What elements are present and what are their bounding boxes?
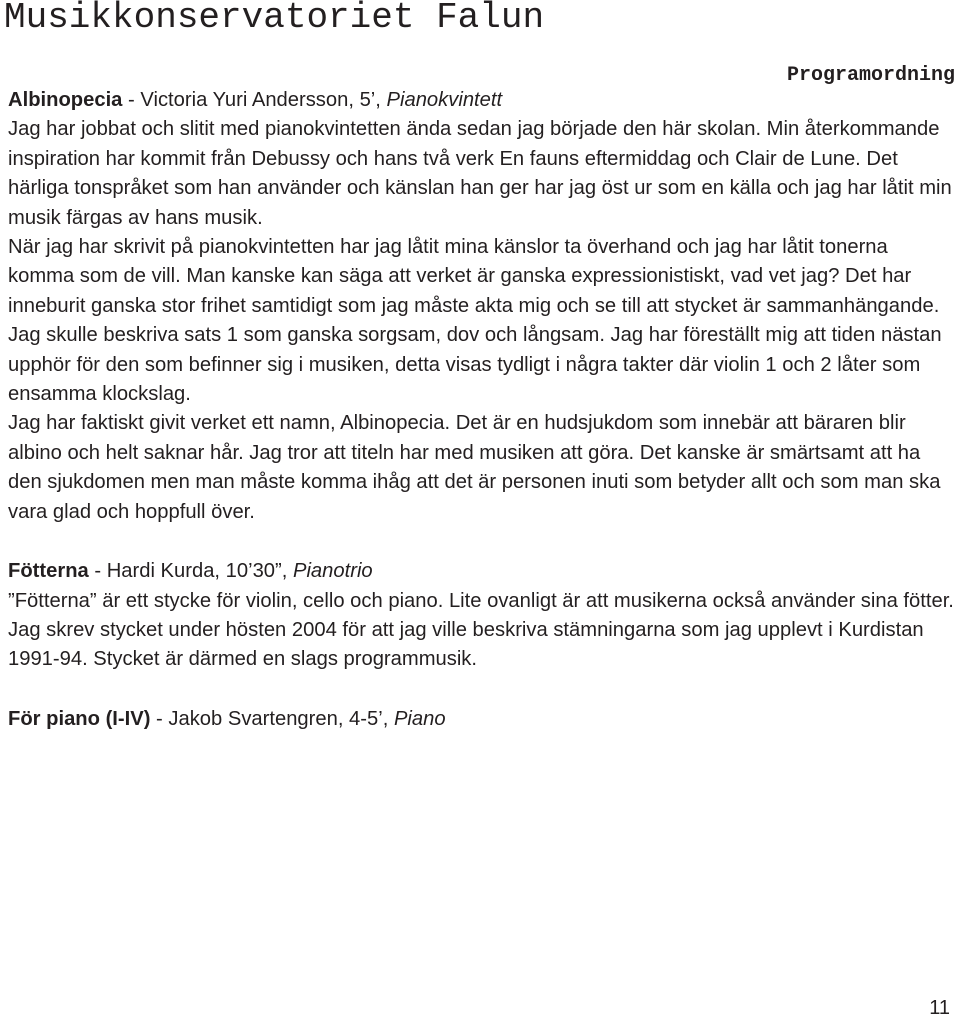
piece-composer-info: Jakob Svartengren, 4-5’,	[168, 707, 394, 730]
piece-paragraph: Jag skulle beskriva sats 1 som ganska sorgsam, dov och långsam. Jag har föreställt mig att tiden nästan upphör för den som befinner sig i musiken, detta visas tydligt i några takter där violin 1 och 2 låter som ensamma klockslag.	[8, 324, 942, 406]
piece-header	[8, 557, 958, 586]
page-header-title: Musikkonservatoriet Falun	[4, 0, 545, 38]
piece-paragraph: ”Fötterna” är ett stycke för violin, cello och piano. Lite ovanligt är att musikerna också använder sina fötter. Jag skrev stycket under hösten 2004 för att jag ville beskriva stämningarna som jag upplevt i Kurdistan 1991-94. Stycket är därmed en slags programmusik.	[8, 589, 954, 671]
piece-entry	[8, 557, 958, 675]
piece-entry	[8, 705, 958, 734]
piece-instrumentation: Piano	[393, 707, 446, 730]
program-notes	[8, 86, 958, 764]
piece-header	[8, 705, 958, 734]
piece-separator: -	[88, 560, 107, 583]
piece-header	[8, 86, 958, 115]
piece-composer-info: Victoria Yuri Andersson, 5’,	[140, 89, 387, 111]
piece-composer-info: Hardi Kurda, 10’30”,	[106, 560, 293, 583]
page-number: 11	[929, 997, 950, 1019]
piece-instrumentation: Pianotrio	[292, 560, 373, 583]
piece-title: För piano (I-IV)	[8, 707, 151, 730]
piece-paragraph: När jag har skrivit på pianokvintetten har jag låtit mina känslor ta överhand och jag har låtit tonerna komma som de vill. Man kanske kan säga att verket är ganska expressionistiskt, vad vet jag? Det har inneburit ganska stor frihet samtidigt som jag måste akta mig och se till att stycket är sammanhängande.	[8, 236, 940, 317]
piece-instrumentation: Pianokvintett	[386, 89, 503, 111]
piece-separator: -	[122, 89, 141, 111]
section-label: Programordning	[786, 64, 955, 87]
piece-title: Albinopecia	[8, 89, 123, 111]
piece-entry	[8, 86, 958, 527]
piece-title: Fötterna	[8, 560, 89, 583]
piece-separator: -	[150, 707, 169, 730]
piece-paragraph: Jag har jobbat och slitit med pianokvintetten ända sedan jag började den här skolan. Min återkommande inspiration har kommit från Debussy och hans två verk En fauns eftermiddag och Clair de Lune. Det härliga tonspråket som han använder och känslan han ger har jag öst ur som en källa och jag har låtit min musik färgas av hans musik.	[8, 118, 952, 229]
piece-paragraph: Jag har faktiskt givit verket ett namn, Albinopecia. Det är en hudsjukdom som innebär att bäraren blir albino och helt saknar hår. Jag tror att titeln har med musiken att göra. Det kanske är smärtsamt att ha den sjukdomen men man måste komma ihåg att det är personen inuti som betyder allt och som man ska vara glad och hoppfull över.	[8, 412, 941, 523]
